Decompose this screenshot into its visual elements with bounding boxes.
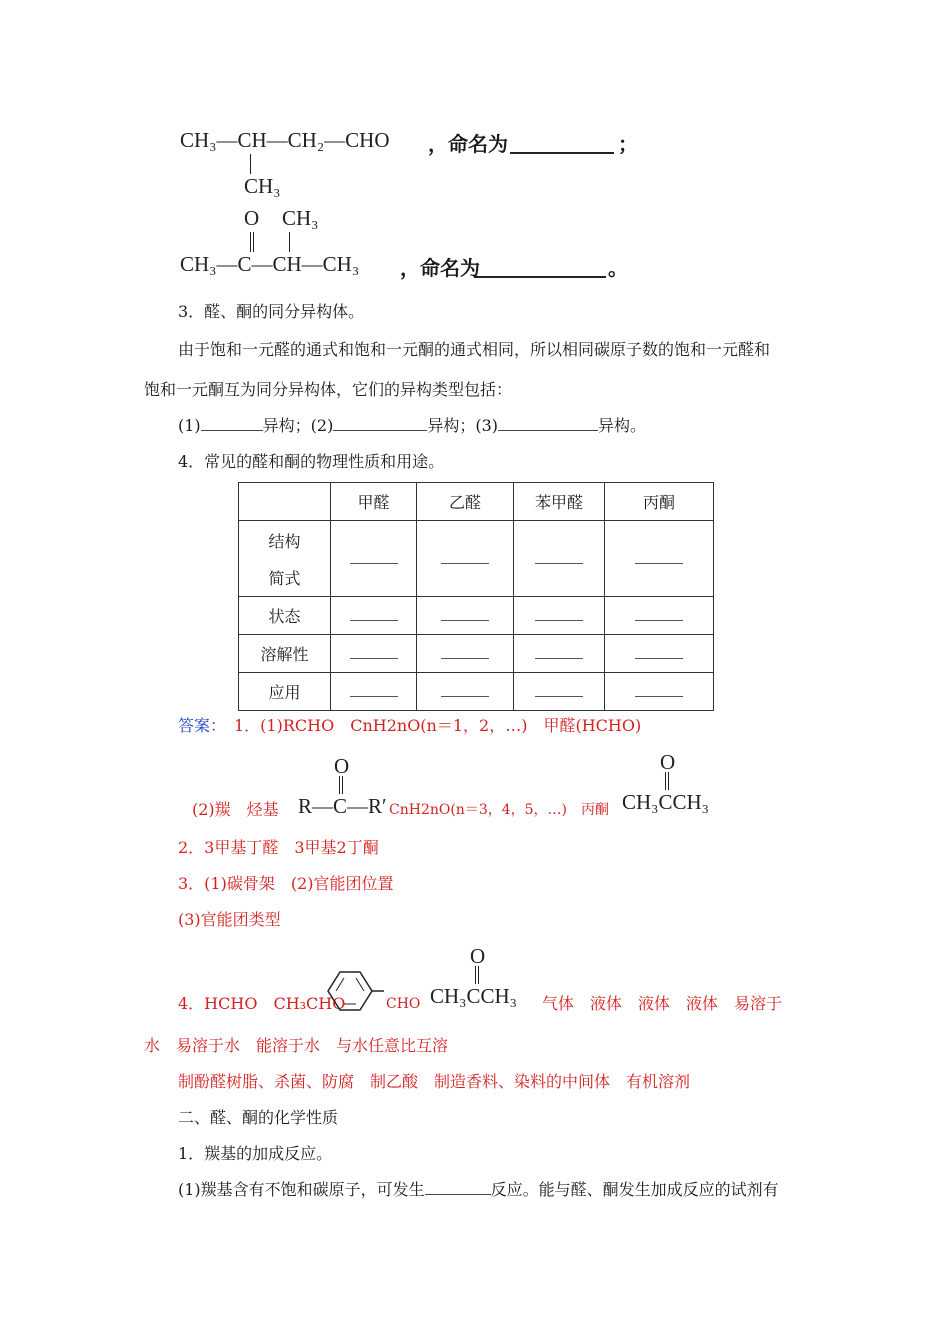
isomer-label-4: 异构。 [598,416,647,435]
table-cell[interactable] [605,597,714,635]
table-header-benzaldehyde: 苯甲醛 [514,483,605,521]
answer-line2-part-b: CnH2nO(n＝3，4，5，…) 丙酮 [389,802,610,818]
isomer-label-2: 异构；(2) [262,416,334,435]
table-row-label [239,521,331,597]
table-header-formaldehyde: 甲醛 [331,483,417,521]
table-row-label: 应用 [239,673,331,711]
acetone-oxygen-2: O [470,944,486,968]
cell-blank[interactable] [441,648,489,659]
part2-item1: 1．羰基的加成反应。 [178,1144,333,1163]
cell-blank[interactable] [350,648,398,659]
structure2-top-methyl: CH₃ [282,206,319,230]
section3-heading: 3．醛、酮的同分异构体。 [178,302,365,321]
cell-blank[interactable] [535,610,583,621]
properties-table [238,482,714,711]
structure1-formula: CH₃—CH—CH₂—CHO [180,128,390,152]
table-cell[interactable] [514,635,605,673]
acetone-double-bond-2 [475,966,479,984]
structure2-answer-blank[interactable] [474,258,606,278]
table-cell[interactable] [331,521,417,597]
table-cell[interactable] [417,597,514,635]
table-cell[interactable] [331,597,417,635]
isomer-label-3: 异构；(3) [427,416,499,435]
table-header-acetaldehyde: 乙醛 [417,483,514,521]
structure2-end-mark: 。 [608,256,628,280]
acetone-formula-2: CH₃CCH₃ [430,984,517,1008]
table-cell[interactable] [417,673,514,711]
table-cell[interactable] [514,521,605,597]
cell-blank[interactable] [441,610,489,621]
table-row [239,597,714,635]
structure2-oxygen: O [244,206,260,230]
table-header-acetone: 丙酮 [605,483,714,521]
answer-ketone-double-bond [339,776,343,794]
section4-heading: 4．常见的醛和酮的物理性质和用途。 [178,452,445,471]
cell-blank[interactable] [635,686,683,697]
isomer-label-1: (1) [178,416,201,435]
table-cell[interactable] [605,673,714,711]
isomer-blank-1[interactable] [201,416,263,431]
part2-item1-text [178,1180,779,1200]
table-row-label: 溶解性 [239,635,331,673]
table-cell[interactable] [514,597,605,635]
structure2-double-bond [250,232,254,252]
answer-label: 答案： [178,716,227,735]
structure1-naming-label: ，命名为 [428,132,508,156]
answer-line1: 1．(1)RCHO CnH2nO(n＝1，2，…) 甲醛(HCHO) [234,716,642,735]
cell-blank[interactable] [441,553,489,564]
part2-heading: 二、醛、酮的化学性质 [178,1108,339,1127]
table-cell[interactable] [605,521,714,597]
answer-line4: 3．(1)碳骨架 (2)官能团位置 [178,874,394,893]
isomer-blank-2[interactable] [333,416,427,431]
table-corner-cell [239,483,331,521]
answer-line6-part-b: 气体 液体 液体 液体 易溶于 [542,994,783,1013]
structure2-formula: CH₃—C—CH—CH₃ [180,252,360,276]
cell-blank[interactable] [535,648,583,659]
table-cell[interactable] [331,635,417,673]
table-cell[interactable] [514,673,605,711]
isomer-blank-3[interactable] [498,416,598,431]
table-cell[interactable] [331,673,417,711]
table-cell[interactable] [417,521,514,597]
table-cell[interactable] [605,635,714,673]
section3-para-line2: 饱和一元酮互为同分异构体，它们的异构类型包括： [144,380,513,399]
table-row [239,521,714,597]
structure2-naming-label: ，命名为 [400,256,480,280]
reaction-type-blank[interactable] [425,1180,491,1195]
table-cell[interactable] [417,635,514,673]
answer-line2-part-a: (2)羰 烃基 [192,800,279,819]
row-label-line1: 结构 [268,531,301,551]
structure2-bond-line [289,232,290,252]
structure1-bond-line [250,154,251,174]
cell-blank[interactable] [535,553,583,564]
structure1-branch: CH₃ [244,174,281,198]
row-label-line2: 简式 [268,568,301,588]
cell-blank[interactable] [635,648,683,659]
cell-blank[interactable] [350,686,398,697]
cell-blank[interactable] [441,686,489,697]
answer-line3: 2．3甲基丁醛 3甲基2丁酮 [178,838,379,857]
cell-blank[interactable] [535,686,583,697]
answer-line8: 制酚醛树脂、杀菌、防腐 制乙酸 制造香料、染料的中间体 有机溶剂 [178,1072,691,1091]
structure1-end-mark: ； [618,132,638,156]
table-row-label: 状态 [239,597,331,635]
acetone-oxygen-1: O [660,750,676,774]
section3-blanks-line [178,416,646,436]
table-header-row [239,483,714,521]
acetone-double-bond-1 [665,772,669,790]
table-row [239,673,714,711]
table-row [239,635,714,673]
acetone-formula-1: CH₃CCH₃ [622,790,709,814]
answer-line5: (3)官能团类型 [178,910,281,929]
section3-para-line1: 由于饱和一元醛的通式和饱和一元酮的通式相同，所以相同碳原子数的饱和一元醛和 [178,340,771,359]
cell-blank[interactable] [350,553,398,564]
cell-blank[interactable] [350,610,398,621]
part2-text-a: (1)羰基含有不饱和碳原子，可发生 [178,1180,425,1199]
answer-line7: 水 易溶于水 能溶于水 与水任意比互溶 [144,1036,449,1055]
part2-text-b: 反应。能与醛、酮发生加成反应的试剂有 [490,1180,779,1199]
answer-ketone-oxygen: O [334,754,350,778]
answer-line6-cho: CHO [386,996,421,1012]
answer-ketone-formula: R—C—R′ [298,794,387,818]
benzene-ring-icon [314,968,386,1014]
cell-blank[interactable] [635,610,683,621]
answer-line6-part-a: 4．HCHO CH₃CHO [178,994,346,1013]
cell-blank[interactable] [635,553,683,564]
structure1-answer-blank[interactable] [510,134,614,154]
